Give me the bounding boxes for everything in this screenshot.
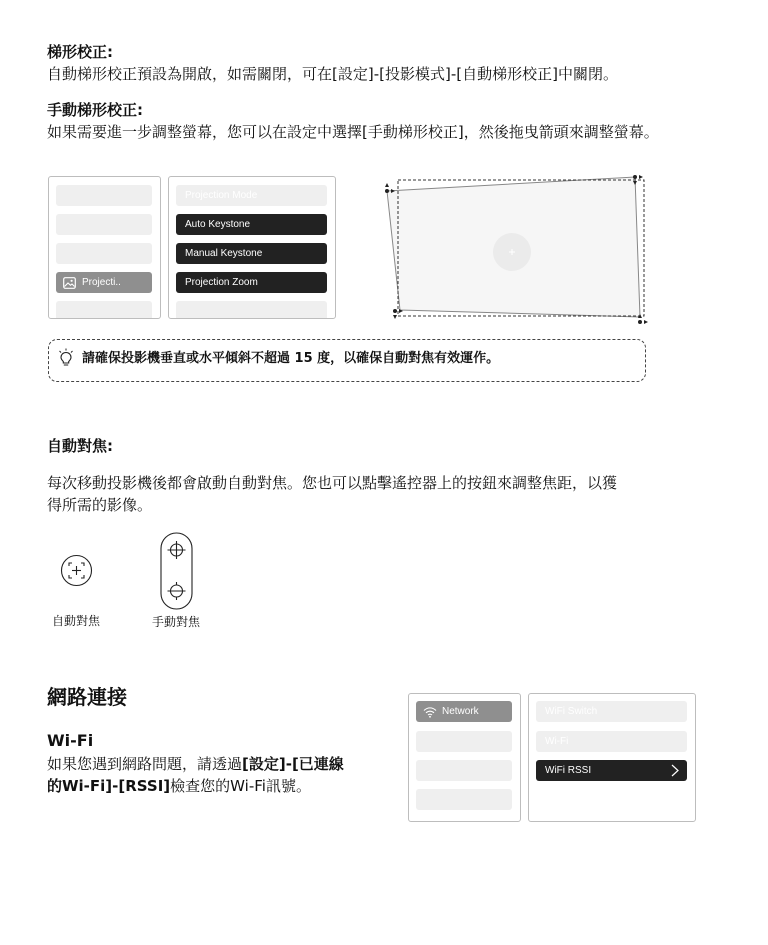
menu-item-projection-label: Projecti.. [82, 277, 121, 288]
menu-placeholder-row [416, 731, 512, 752]
menu-placeholder-row [56, 185, 152, 206]
menu-item-wifi-rssi-label: WiFi RSSI [545, 765, 592, 776]
menu-item-wifi-rssi[interactable] [536, 760, 687, 781]
autofocus-button-icon[interactable] [60, 554, 93, 587]
manual-keystone-title: 手動梯形校正: [47, 101, 143, 119]
menu-item-projection[interactable] [56, 272, 152, 293]
wifi-text-normal: 如果您遇到網路問題，請透過 [47, 755, 243, 773]
auto-keystone-text: 自動梯形校正預設為開啟，如需關閉，可在[設定]-[投影模式]-[自動梯形校正]中關閉。 [47, 65, 618, 83]
manual-focus-label: 手動對焦 [152, 615, 201, 629]
autofocus-label: 自動對焦 [52, 614, 101, 628]
wifi-title: Wi-Fi [47, 731, 94, 750]
autofocus-text-line1: 每次移動投影機後都會啟動自動對焦。您也可以點擊遙控器上的按鈕來調整焦距，以獲 [47, 474, 618, 492]
menu-item-manual-keystone[interactable]: Manual Keystone [176, 243, 327, 264]
autofocus-title: 自動對焦: [47, 437, 113, 455]
wifi-text-path: [設定]-[已連線 [242, 755, 344, 773]
auto-keystone-title: 梯形校正: [47, 43, 113, 61]
menu-placeholder-row [56, 214, 152, 235]
menu-item-projection-zoom[interactable]: Projection Zoom [176, 272, 327, 293]
tip-note [48, 339, 646, 382]
wifi-text-path: 的Wi-Fi]-[RSSI] [47, 777, 171, 795]
menu-placeholder-row [416, 760, 512, 781]
wifi-text-line2 [47, 776, 387, 797]
image-icon [63, 276, 75, 287]
wifi-text-line1 [47, 754, 387, 775]
menu-placeholder-row [56, 301, 152, 319]
focus-minus-icon[interactable] [168, 582, 186, 600]
network-title: 網路連接 [47, 685, 127, 709]
wifi-icon [423, 705, 437, 717]
lightbulb-icon [58, 348, 74, 368]
menu-placeholder-row [416, 789, 512, 810]
menu-placeholder-row [56, 243, 152, 264]
keystone-diagram [378, 170, 654, 330]
network-menu-right [528, 693, 696, 822]
wifi-text-normal: 檢查您的Wi-Fi訊號。 [170, 777, 311, 795]
menu-item-projection-mode[interactable]: Projection Mode [176, 185, 327, 206]
menu-item-wifi-switch[interactable]: WiFi Switch [536, 701, 687, 722]
tip-note-text: 請確保投影機垂直或水平傾斜不超過 15 度，以確保自動對焦有效運作。 [82, 351, 500, 366]
autofocus-text-line2: 得所需的影像。 [47, 496, 153, 514]
settings-menu-right [168, 176, 336, 319]
menu-item-network[interactable] [416, 701, 512, 722]
focus-plus-icon[interactable] [168, 541, 186, 559]
manual-focus-rocker[interactable] [160, 532, 193, 610]
menu-placeholder-row [176, 301, 327, 319]
menu-item-wifi[interactable]: Wi-Fi [536, 731, 687, 752]
manual-keystone-text: 如果需要進一步調整螢幕，您可以在設定中選擇[手動梯形校正]，然後拖曳箭頭來調整螢幕。 [47, 123, 659, 141]
network-menu-left [408, 693, 521, 822]
settings-menu-left [48, 176, 161, 319]
chevron-right-icon [671, 764, 679, 777]
menu-item-network-label: Network [442, 706, 479, 717]
menu-item-auto-keystone[interactable]: Auto Keystone [176, 214, 327, 235]
